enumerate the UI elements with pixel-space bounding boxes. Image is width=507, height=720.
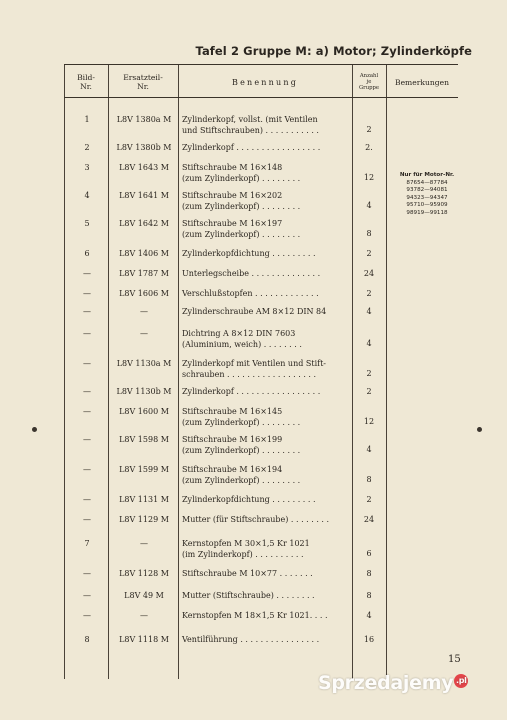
quantity: 8 — [366, 569, 372, 578]
bild-number: — — [83, 515, 91, 524]
watermark-text: Sprzedajemy — [318, 672, 454, 694]
part-name: Stiftschraube M 16×145 (zum Zylinderkopf) . . . . . . . . — [182, 407, 301, 427]
remark-range: 87654—87784 — [406, 179, 448, 186]
part-name: Mutter (Stiftschraube) . . . . . . . . — [182, 591, 315, 600]
part-number: L8V 1130b M — [116, 387, 172, 396]
bild-number: — — [83, 435, 91, 444]
bild-number: 3 — [84, 163, 90, 172]
part-name: Kernstopfen M 18×1,5 Kr 1021. . . . — [182, 611, 328, 620]
part-name: Zylinderkopfdichtung . . . . . . . . . — [182, 249, 316, 258]
bild-number: — — [83, 407, 91, 416]
part-name: Zylinderkopf, vollst. (mit Ventilen und Stiftschrauben) . . . . . . . . . . . — [182, 115, 319, 135]
part-number: L8V 1600 M — [119, 407, 169, 416]
column-divider — [64, 65, 65, 679]
remark-note — [398, 172, 456, 218]
part-name: Zylinderkopfdichtung . . . . . . . . . — [182, 495, 316, 504]
part-number: — — [140, 307, 148, 316]
bild-number: 7 — [84, 539, 90, 548]
part-name: Zylinderkopf . . . . . . . . . . . . . . . . . — [182, 143, 321, 152]
header-anzahl: Anzahl je Gruppe — [358, 72, 380, 92]
part-name: Zylinderkopf . . . . . . . . . . . . . . . . . — [182, 387, 321, 396]
quantity: 2. — [365, 143, 373, 152]
bild-number: — — [83, 387, 91, 396]
bild-number: — — [83, 269, 91, 278]
column-divider — [178, 65, 179, 679]
header-ersatzteil-nr: Ersatzteil- Nr. — [123, 73, 163, 91]
part-name: Zylinderkopf mit Ventilen und Stift- schrauben . . . . . . . . . . . . . . . . . . — [182, 359, 327, 379]
bild-number: — — [83, 307, 91, 316]
quantity: 4 — [366, 445, 372, 454]
quantity: 2 — [366, 249, 372, 258]
part-name: Ventilführung . . . . . . . . . . . . . . . . — [182, 635, 320, 644]
part-number: L8V 1598 M — [119, 435, 169, 444]
part-number: L8V 1128 M — [119, 569, 169, 578]
quantity: 6 — [366, 549, 372, 558]
remark-range: 98919—99118 — [406, 209, 448, 216]
quantity: 2 — [366, 289, 372, 298]
part-number: L8V 1606 M — [119, 289, 169, 298]
quantity: 12 — [363, 417, 375, 426]
bild-number: 2 — [84, 143, 90, 152]
quantity: 8 — [366, 591, 372, 600]
quantity: 2 — [366, 495, 372, 504]
quantity: 2 — [366, 387, 372, 396]
bild-number: 8 — [84, 635, 90, 644]
remark-range: 94323—94347 — [406, 194, 448, 201]
part-number: L8V 1380a M — [116, 115, 172, 124]
quantity: 8 — [366, 229, 372, 238]
quantity: 2 — [366, 125, 372, 134]
bild-number: 4 — [84, 191, 90, 200]
bild-number: — — [83, 465, 91, 474]
bild-number: — — [83, 359, 91, 368]
part-name: Stiftschraube M 16×202 (zum Zylinderkopf) . . . . . . . . — [182, 191, 301, 211]
quantity: 4 — [366, 611, 372, 620]
part-name: Stiftschraube M 16×199 (zum Zylinderkopf) . . . . . . . . — [182, 435, 301, 455]
part-name: Stiftschraube M 16×194 (zum Zylinderkopf) . . . . . . . . — [182, 465, 301, 485]
part-name: Unterlegscheibe . . . . . . . . . . . . . . — [182, 269, 321, 278]
bild-number: — — [83, 289, 91, 298]
bild-number: — — [83, 611, 91, 620]
part-name: Verschlußstopfen . . . . . . . . . . . . . — [182, 289, 319, 298]
page-title: Tafel 2 Gruppe M: a) Motor; Zylinderköpfe — [195, 44, 472, 58]
quantity: 4 — [366, 201, 372, 210]
part-name: Dichtring A 8×12 DIN 7603 (Aluminium, weich) . . . . . . . . — [182, 329, 302, 349]
quantity: 24 — [363, 269, 375, 278]
quantity: 2 — [366, 369, 372, 378]
part-number: — — [140, 329, 148, 338]
part-name: Stiftschraube M 16×148 (zum Zylinderkopf) . . . . . . . . — [182, 163, 301, 183]
part-name: Mutter (für Stiftschraube) . . . . . . . . — [182, 515, 330, 524]
header-bemerkungen: Bemerkungen — [394, 77, 450, 87]
remark-range: 95710—95909 — [406, 202, 448, 209]
part-number: L8V 1643 M — [119, 163, 169, 172]
bild-number: 6 — [84, 249, 90, 258]
bild-number: — — [83, 495, 91, 504]
part-number: — — [140, 611, 148, 620]
part-number: L8V 1130a M — [116, 359, 172, 368]
part-number: L8V 1380b M — [116, 143, 172, 152]
binding-hole — [32, 427, 37, 432]
part-number: L8V 1599 M — [119, 465, 169, 474]
quantity: 4 — [366, 307, 372, 316]
watermark-logo — [318, 672, 468, 694]
part-number: L8V 1406 M — [119, 249, 169, 258]
quantity: 16 — [363, 635, 375, 644]
part-number: L8V 1787 M — [119, 269, 169, 278]
column-divider — [352, 65, 353, 679]
watermark-suffix: .pl — [454, 674, 468, 688]
header-rule — [64, 97, 458, 98]
part-number: L8V 1131 M — [119, 495, 169, 504]
part-number: L8V 1118 M — [119, 635, 169, 644]
part-number: — — [140, 539, 148, 548]
part-number: L8V 1642 M — [119, 219, 169, 228]
part-number: L8V 1129 M — [119, 515, 169, 524]
parts-table — [64, 64, 458, 675]
binding-hole — [477, 427, 482, 432]
quantity: 4 — [366, 339, 372, 348]
part-number: L8V 1641 M — [119, 191, 169, 200]
quantity: 12 — [363, 173, 375, 182]
quantity: 8 — [366, 475, 372, 484]
column-divider — [386, 65, 387, 679]
quantity: 24 — [363, 515, 375, 524]
part-name: Zylinderschraube AM 8×12 DIN 84 — [182, 307, 327, 316]
column-divider — [108, 65, 109, 679]
part-number: L8V 49 M — [124, 591, 164, 600]
remark-heading: Nur für Motor-Nr. — [399, 172, 455, 178]
bild-number: 5 — [84, 219, 90, 228]
header-benennung: Benennung — [231, 77, 299, 87]
remark-range: 93782—94081 — [406, 187, 448, 194]
part-name: Stiftschraube M 16×197 (zum Zylinderkopf) . . . . . . . . — [182, 219, 301, 239]
header-bild-nr: Bild- Nr. — [77, 73, 95, 91]
bild-number: — — [83, 569, 91, 578]
part-name: Stiftschraube M 10×77 . . . . . . . — [182, 569, 313, 578]
part-name: Kernstopfen M 30×1,5 Kr 1021 (im Zylinderkopf) . . . . . . . . . . — [182, 539, 310, 559]
bild-number: — — [83, 591, 91, 600]
page-number: 15 — [448, 654, 461, 665]
bild-number: 1 — [84, 115, 90, 124]
bild-number: — — [83, 329, 91, 338]
